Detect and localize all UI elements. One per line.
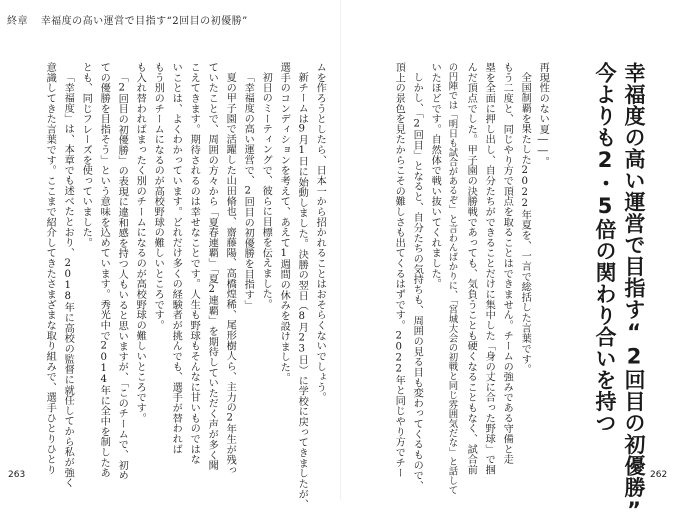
right-page-line-6: の円陣では「明日も試合があるぞ」と言わんばかりに、「宮城大会の初戦と同じ雰囲気だな」と話して [446, 62, 458, 495]
left-page-line-3: 選手のコンディションを考えて、あえて1週間の休みを設けました。 [278, 62, 290, 383]
left-page-line-2: 新チームは9月1日に始動しました。決勝の翌日（8月23日）に学校に戻ってきましたが、 [296, 72, 308, 510]
left-page-line-12: 「2回目の初優勝」の表現に違和感を持つ人もいると思いますが、「このチームで、初め [116, 72, 128, 481]
right-page-line-8: しかし、「2回目」となると、自分たちの気持ちも、周囲の見る目も変わってくるもので、 [411, 72, 423, 491]
left-page-line-5: 「幸福度の高い運営で、2回目の初優勝を目指す」 [242, 72, 254, 311]
left-page-line-15: 「幸福度」は、本章でも述べたとおり、2018年に高校の監督に就任してから私が強く [62, 72, 74, 488]
left-page-line-14: とも、同じフレーズを使っていました。 [80, 62, 92, 248]
page-number-left: 263 [8, 470, 26, 480]
left-page-line-13: ての優勝を目指そう」という意味を込めています。秀光中で2014年に全中を制したあ [98, 62, 110, 478]
right-page-line-2: 全国制覇を果たした2022年夏を、一言で総括した言葉です。 [519, 72, 531, 375]
page-gutter [340, 0, 341, 500]
left-page-line-11: も入れ替わればまったく別のチームになるのが高校野球の難しいところです。 [134, 62, 146, 424]
left-page-line-9: いことは、よくわかっています。どれだけ多くの経験者が挑んでも、選手が替われば [170, 62, 182, 455]
right-page-line-5: んだ頂点でした。甲子園の決勝戦であっても、気負うことも硬くなることもなく、試合前 [465, 62, 477, 475]
right-page-line-1: 再現性のない夏――。 [537, 62, 549, 167]
right-page-line-3: もう二度と、同じやり方で頂点を取ることはできません。チームの強みである守備と走 [501, 62, 513, 465]
section-heading-line-1: 幸福度の高い運営で目指す“2回目の初優勝” [622, 62, 646, 523]
left-page-line-16: 意識してきた言葉です。ここまで紹介してきたさまざまな取り組みで、選手ひとりひとり [44, 62, 56, 475]
left-page-line-7: ていたことで、周囲の方々から「夏春連覇」「夏2連覇」を期待していただく声が多く聞 [206, 62, 218, 471]
right-page-line-7: いたほどです。自然体で戦い抜いてくれました。 [429, 62, 441, 290]
running-head-chapter: 終章 [7, 16, 28, 27]
running-head-title: 幸福度の高い運営で目指す“2回目の初優勝” [40, 16, 248, 27]
left-page-line-8: こえてきます。期待されるのは幸せなことです。人生も野球もそんなに甘いものではな [188, 62, 200, 465]
left-page-line-4: 初日のミーティングで、彼らに目標を伝えました。 [260, 72, 272, 310]
right-page-line-9: 頂上の景色を見たからこその難しさも出てくるはずです。2022年と同じやり方でチー [393, 62, 405, 478]
running-head [7, 12, 248, 27]
left-page-line-10: もう別のチームになるのが高校野球の難しいところです。 [152, 62, 164, 331]
left-page-line-1: ムを作ろうとしたら、日本一から招かれることはおそらくないでしょう。 [314, 62, 326, 403]
left-page-line-6: 夏の甲子園で活躍した山田脩也、齋藤陽、高橋煌稀、尾形樹人ら、主力の2年生が残っ [224, 72, 236, 476]
section-heading-line-2: 今よりも2・5倍の関わり合いを持つ [593, 62, 617, 434]
right-page-line-4: 塁を全面に押し出し、自分たちができることだけに集中した「身の丈に合った野球」で掴 [483, 62, 495, 475]
page-number-right: 262 [650, 470, 668, 480]
